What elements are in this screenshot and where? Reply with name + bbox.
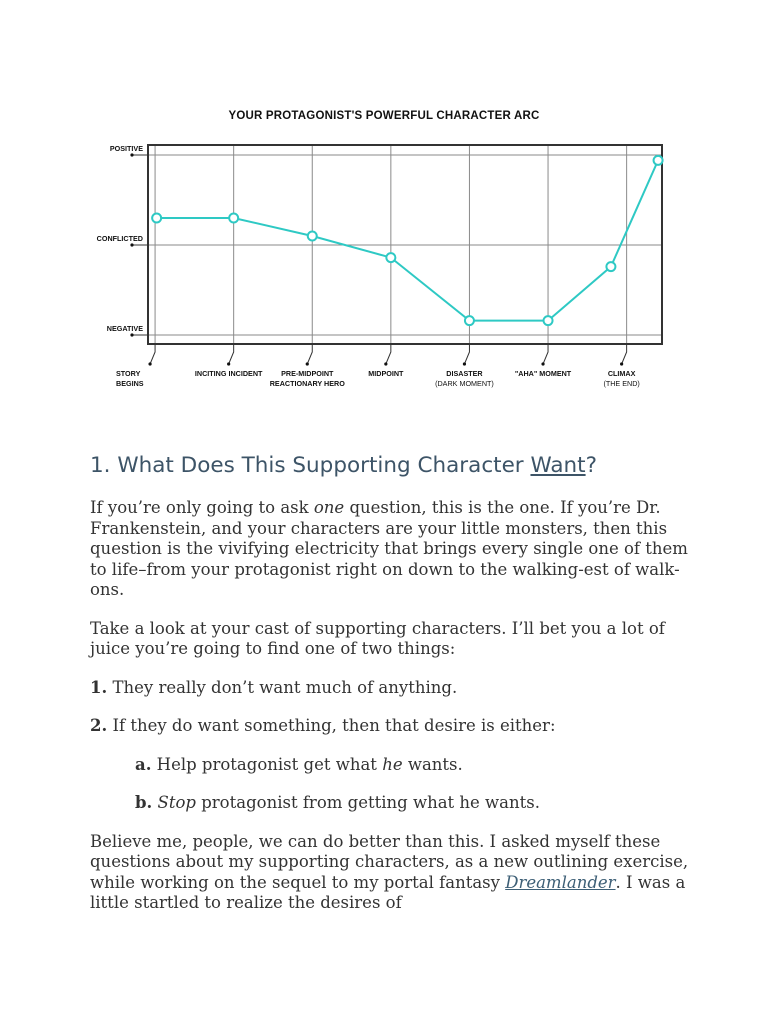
y-level-label-0: POSITIVE: [109, 144, 143, 153]
arc-point-5: [544, 316, 553, 325]
heading-text: 1. What Does This Supporting Character: [90, 453, 531, 478]
p1-text-a: If you’re only going to ask: [90, 498, 314, 517]
list-text-1: They really don’t want much of anything.: [107, 677, 458, 697]
x-sublabel-6: (THE END): [603, 379, 640, 388]
p1-emphasis: one: [313, 498, 345, 517]
y-tick-dot-0: [130, 153, 133, 156]
sublist-text-b: protagonist from getting what he wants.: [195, 793, 540, 812]
heading-suffix: ?: [585, 453, 598, 478]
list-item-2: [90, 716, 690, 737]
chart-title: YOUR PROTAGONIST'S POWERFUL CHARACTER ARC: [228, 110, 540, 122]
x-leader-0: [150, 344, 155, 364]
arc-point-2: [308, 232, 317, 241]
list-number-1: 1.: [90, 677, 108, 697]
arc-point-4: [465, 316, 474, 325]
x-leader-dot-1: [227, 362, 230, 365]
arc-point-3: [386, 253, 395, 262]
x-label2-0: BEGINS: [116, 379, 144, 388]
paragraph-cast: Take a look at your cast of supporting characters. I’ll bet you a lot of juice you’re going to find one of two things:: [90, 618, 665, 658]
sublist-text-a2: wants.: [402, 754, 463, 774]
x-label-6: CLIMAX: [607, 369, 636, 378]
sublist-label-a: a.: [135, 754, 152, 774]
x-label2-2: REACTIONARY HERO: [269, 379, 345, 388]
x-leader-6: [622, 344, 627, 364]
x-label-5: "AHA" MOMENT: [514, 369, 572, 378]
x-label-3: MIDPOINT: [368, 369, 404, 378]
sublist-emphasis-b: Stop: [157, 793, 196, 812]
arc-point-6: [606, 262, 615, 271]
sublist-item-a: [135, 755, 690, 776]
x-label-2: PRE-MIDPOINT: [281, 369, 334, 378]
x-leader-1: [229, 344, 234, 364]
x-leader-dot-3: [384, 362, 387, 365]
x-label-4: DISASTER: [446, 369, 483, 378]
x-leader-4: [464, 344, 469, 364]
chart-svg: [0, 100, 768, 400]
x-leader-dot-5: [541, 362, 544, 365]
x-leader-3: [386, 344, 391, 364]
y-level-label-2: NEGATIVE: [106, 324, 143, 333]
section-heading: [90, 452, 690, 480]
p3-text-a: Believe me, people, we can do better than this. I asked myself these questions about my supporting characters, as a new outlining exercise, while working on the sequel to my portal fantasy: [90, 831, 689, 892]
paragraph-intro: [90, 498, 690, 601]
p1-text-b: question, this is the one. If you’re Dr. Frankenstein, and your characters are your little monsters, then this question is the vivifying electricity that brings every single one of them to life–from your protagonist right on down to the walking-est of walk-ons.: [90, 498, 688, 599]
arc-point-0: [152, 214, 161, 223]
sublist-label-b: b.: [135, 793, 153, 812]
x-leader-5: [543, 344, 548, 364]
y-tick-dot-2: [130, 333, 133, 336]
heading-want-underlined: Want: [530, 453, 586, 478]
sublist-item-b: [135, 793, 690, 814]
x-leader-dot-0: [148, 362, 151, 365]
p3-text-b: . I was a little startled to realize the desires of: [90, 872, 686, 912]
list-item-1: [90, 678, 690, 699]
arc-point-7: [654, 156, 663, 165]
x-label-1: INCITING INCIDENT: [194, 369, 263, 378]
arc-line: [157, 160, 658, 320]
list-number-2: 2.: [90, 716, 108, 735]
x-label-0: STORY: [116, 369, 141, 378]
x-leader-dot-4: [463, 362, 466, 365]
x-leader-dot-6: [620, 362, 623, 365]
list-text-2: If they do want something, then that desire is either:: [107, 716, 556, 735]
article-body: [90, 452, 690, 932]
y-level-label-1: CONFLICTED: [96, 234, 143, 243]
sublist-text-a1: Help protagonist get what: [151, 754, 383, 774]
x-leader-2: [307, 344, 312, 364]
x-leader-dot-2: [306, 362, 309, 365]
y-tick-dot-1: [130, 243, 133, 246]
paragraph-closing: [90, 832, 690, 914]
dreamlander-link[interactable]: Dreamlander: [505, 872, 616, 892]
character-arc-chart: [0, 100, 768, 400]
sublist-emphasis-a: he: [382, 754, 403, 774]
x-sublabel-4: (DARK MOMENT): [435, 379, 494, 388]
arc-point-1: [229, 214, 238, 223]
